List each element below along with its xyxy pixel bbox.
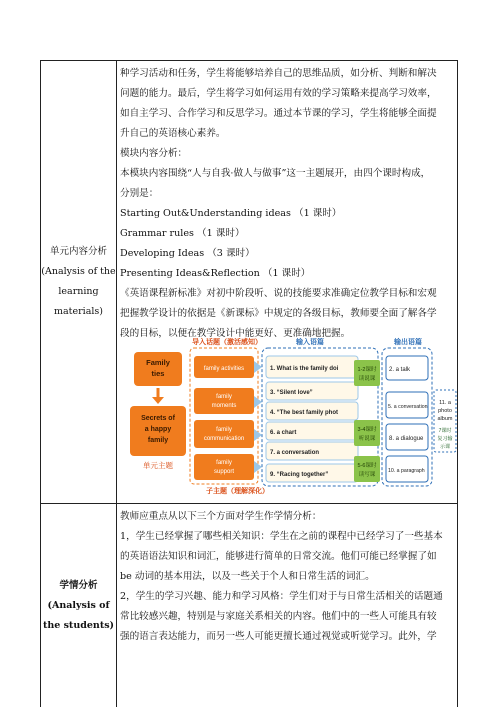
period-text: 1-2课时	[357, 367, 377, 373]
text-line: 问题的能力。最后，学生将学习如何运用有效的学习策略来提高学习效率，	[120, 88, 437, 99]
topic-box	[194, 388, 254, 414]
materials-analysis-label	[41, 61, 116, 503]
text-line: 升自己的英语核心素养。	[120, 128, 226, 139]
text-line: 常比较感兴趣，特别是与家庭关系相关的内容。他们中的一些人可能具有较	[120, 611, 437, 622]
topic-text: communication	[203, 436, 245, 442]
output-text: 2. a talk	[389, 367, 411, 373]
text-line: Developing Ideas （3 课时）	[120, 248, 255, 259]
review-text: 示课	[439, 444, 451, 450]
topic-text: family	[216, 394, 232, 400]
topic-text: family activities	[203, 366, 245, 372]
period-text: 读说课	[358, 376, 376, 382]
analysis-table	[40, 60, 458, 707]
input-text: 4. “The best family phot	[270, 410, 339, 416]
text-line: Starting Out&Understanding ideas （1 课时）	[120, 208, 342, 219]
text-line: 分别是：	[120, 188, 159, 199]
intro-header: 导入话题（激活感知）	[192, 339, 262, 346]
unit-structure-diagram	[120, 336, 453, 496]
input-text: 7. a conversation	[270, 450, 320, 456]
period-text: 3-4课时	[357, 427, 377, 433]
review-text: 复习输	[437, 436, 453, 442]
down-arrow-head	[152, 397, 164, 404]
secrets-text: a happy	[144, 426, 172, 433]
family-ties-text: Family	[146, 358, 170, 367]
arrow	[254, 429, 262, 441]
label-line: 学情分析	[59, 580, 98, 591]
period-badge	[354, 360, 380, 386]
family-ties-text: ties	[151, 369, 165, 378]
text-line: Grammar rules （1 课时）	[120, 228, 245, 239]
text-line: be 动词的基本用法，以及一些关于个人和日常生活的词汇。	[120, 571, 375, 582]
label-line: learning	[58, 286, 99, 297]
input-text: 3. “Silent love”	[270, 390, 313, 396]
text-line: 2，学生的学习兴趣、能力和学习风格：学生们对于与日常生活相关的话题通	[120, 591, 443, 602]
period-text: 听说课	[358, 436, 376, 442]
text-line: 教师应重点从以下三个方面对学生作学情分析：	[120, 511, 322, 522]
output-text: 8. a dialogue	[389, 436, 424, 442]
input-text: 1. What is the family doi	[270, 366, 339, 372]
text-line: 强的语言表达能力，而另一些人可能更擅长通过视觉或听觉学习。此外，学	[120, 631, 437, 642]
topic-text: family	[216, 427, 232, 433]
text-line: 模块内容分析：	[120, 148, 188, 159]
materials-analysis-content	[120, 64, 454, 344]
period-text: 5-6课时	[357, 463, 377, 469]
input-header: 输入语篇	[296, 339, 324, 346]
text-line: 把握教学设计的依据是《新课标》中规定的各级目标，教师要全面了解各学	[120, 308, 437, 319]
unit-theme-label: 单元主题	[143, 461, 173, 470]
label-line: 单元内容分析	[49, 246, 107, 257]
topic-box	[194, 420, 254, 448]
review-text: 7课时	[438, 428, 452, 434]
output-text: 5. a conversation	[388, 404, 428, 410]
topic-text: family	[216, 460, 232, 466]
topic-text: moments	[211, 403, 237, 409]
period-badge	[354, 420, 380, 446]
text-line: Presenting Ideas&Reflection （1 课时）	[120, 268, 311, 279]
period-text: 读写课	[358, 472, 376, 478]
output-header: 输出语篇	[394, 339, 422, 346]
label-line: materials)	[54, 306, 103, 317]
text-line: 种学习活动和任务，学生将能够培养自己的思维品质，如分析、判断和解决	[120, 68, 437, 79]
topic-text: support	[213, 469, 235, 475]
album-text: 11. a	[439, 400, 451, 406]
label-line: (Analysis of	[47, 600, 110, 611]
students-analysis-content	[120, 507, 454, 647]
text-line: 1，学生已经掌握了哪些相关知识：学生在之前的课程中已经学习了一些基本	[120, 531, 443, 542]
text-line: 《英语课程新标准》对初中阶段听、说的技能要求准确定位教学目标和宏观	[120, 288, 437, 299]
period-badge	[354, 456, 380, 482]
column-divider	[116, 61, 117, 707]
label-line: the students)	[42, 620, 115, 631]
album-text: photo	[438, 408, 452, 414]
topic-box	[194, 454, 254, 480]
text-line: 的英语语法知识和词汇，能够进行简单的日常交流。他们可能已经掌握了如	[120, 551, 437, 562]
text-line: 本模块内容围绕“人与自我·做人与做事”这一主题展开，由四个课时构成，	[120, 168, 431, 179]
text-line: 段的目标，以便在教学设计中能更好、更准确地把握。	[120, 328, 351, 339]
input-text: 9. “Racing together”	[270, 472, 329, 478]
output-text: 10. a paragraph	[388, 468, 425, 474]
subtheme-label: 子主题（理解深化）	[206, 488, 269, 495]
secrets-text: family	[147, 437, 169, 444]
secrets-text: Secrets of	[141, 415, 175, 422]
label-line: (Analysis of the	[41, 266, 116, 277]
album-text: album	[437, 416, 453, 422]
students-analysis-label	[41, 504, 116, 708]
text-line: 如自主学习、合作学习和反思学习。通过本节课的学习，学生将能够全面提	[120, 108, 437, 119]
input-text: 6. a chart	[270, 430, 297, 436]
